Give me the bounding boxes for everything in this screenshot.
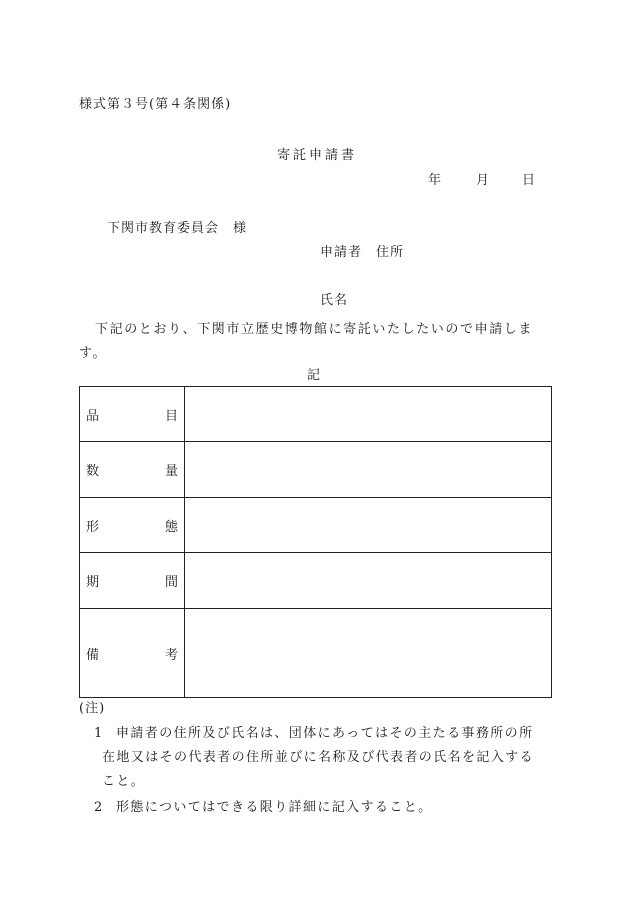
note-item <box>94 796 546 820</box>
note-text-rest: 在地又はその代表者の住所並びに名称及び代表者の氏名を記入すること。 <box>102 750 535 789</box>
applicant-address-label: 申請者 住所 <box>320 245 405 260</box>
document-title: 寄託申請書 <box>277 148 358 163</box>
applicant-name-label: 氏名 <box>320 293 349 308</box>
date-day: 日 <box>522 173 537 188</box>
label-right: 間 <box>164 575 178 590</box>
label-left: 備 <box>86 647 100 663</box>
ki-label: 記 <box>307 368 322 383</box>
note-item <box>94 722 546 794</box>
label-right: 量 <box>164 464 178 479</box>
row-value-remarks[interactable] <box>185 609 552 698</box>
row-value-item[interactable] <box>185 387 552 442</box>
row-label <box>80 553 185 609</box>
row-value-period[interactable] <box>185 553 552 609</box>
note-number: 1 <box>94 726 104 741</box>
row-label <box>80 498 185 553</box>
label-right: 目 <box>164 408 178 424</box>
body-text: 下記のとおり、下関市立歴史博物館に寄託いたしたいので申請します。 <box>79 322 534 361</box>
note-text-line1: 形態についてはできる限り詳細に記入すること。 <box>116 800 433 815</box>
table-row <box>80 387 552 442</box>
table-row <box>80 553 552 609</box>
note-text-line1: 申請者の住所及び氏名は、団体にあってはその主たる事務所の所 <box>116 726 534 741</box>
label-right: 態 <box>164 519 178 535</box>
label-left: 数 <box>86 464 100 479</box>
date-month: 月 <box>476 173 491 188</box>
table-row <box>80 442 552 498</box>
notes-header: (注) <box>79 701 106 716</box>
label-left: 期 <box>86 575 100 590</box>
label-right: 考 <box>164 647 178 663</box>
date-line <box>428 172 536 190</box>
label-left: 形 <box>86 519 100 535</box>
note-number: 2 <box>94 800 104 815</box>
date-year: 年 <box>428 173 443 188</box>
table-row <box>80 498 552 553</box>
row-label <box>80 442 185 498</box>
table-row <box>80 609 552 698</box>
addressee: 下関市教育委員会 様 <box>107 221 248 236</box>
item-table <box>79 386 552 698</box>
row-value-form[interactable] <box>185 498 552 553</box>
row-label <box>80 387 185 442</box>
row-label <box>80 609 185 698</box>
label-left: 品 <box>86 408 100 424</box>
form-number: 様式第３号(第４条関係) <box>79 97 232 112</box>
row-value-quantity[interactable] <box>185 442 552 498</box>
